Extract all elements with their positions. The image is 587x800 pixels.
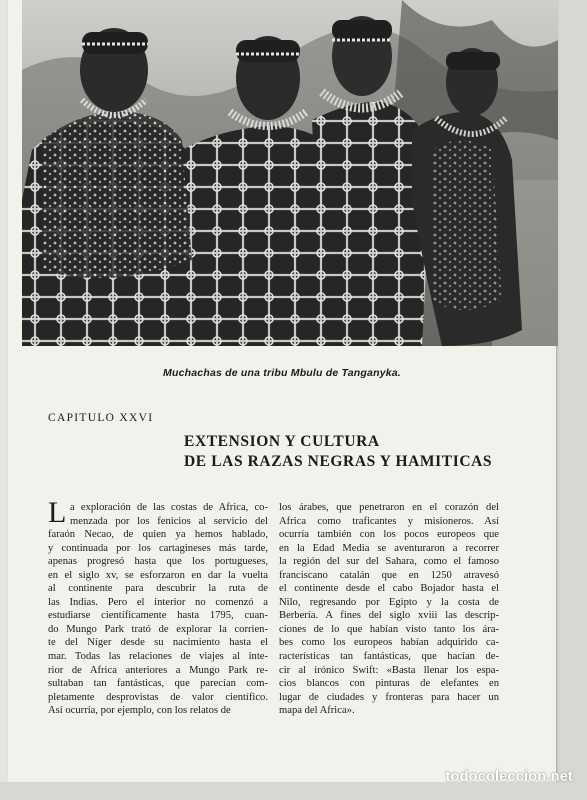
text-line: Africa como traficantes y misioneros. Así	[279, 515, 499, 527]
text-line: al continente para descubrir la ruta de	[48, 583, 268, 595]
dropcap-block	[48, 496, 268, 529]
page-edge	[0, 0, 8, 782]
text-line: los árabes, que penetraron en el corazón del	[279, 502, 499, 513]
text-line: mar. Todas las relaciones de viajes al inte-	[48, 651, 268, 663]
dropcap-letter: L	[48, 496, 67, 529]
text-line: menzada por los fenicios al servicio del	[70, 515, 268, 527]
text-line: Así ocurría, por ejemplo, con los relatos de	[48, 705, 231, 717]
text-line: cios blancos con pinturas de elefantes en	[279, 678, 499, 690]
text-line: a exploración de las costas de Africa, co-	[70, 502, 268, 513]
chapter-label: CAPITULO XXVI	[48, 412, 154, 424]
text-line: ocurría también con los pocos europeos que	[279, 529, 499, 541]
text-line: mapa del Africa».	[279, 705, 355, 717]
text-line: Berbería. A fines del siglo xviii las descrip-	[279, 610, 499, 622]
photo-mbulu-girls	[22, 0, 558, 346]
text-line: pletamente desprovistas de valor científico.	[48, 691, 268, 703]
text-line: en la Edad Media se aventuraron a recorrer	[279, 542, 499, 554]
text-line: sultaban tan fantásticas, que parecían com-	[48, 678, 268, 690]
text-line: ciones de lo que habían visto tanto los ára-	[279, 623, 499, 635]
text-line: faraón Necao, de quien ya hemos hablado,	[48, 529, 268, 541]
text-line: y continuada por los cartagineses más tarde,	[48, 542, 268, 554]
book-page	[8, 0, 556, 782]
text-line: te del Níger desde su nacimiento hasta el	[48, 637, 268, 649]
body-column-right	[279, 501, 499, 718]
text-line: la región del sur del Sahara, como el famoso	[279, 556, 499, 568]
text-line: las Indias. Pero el interior no comenzó a	[48, 596, 268, 608]
chapter-title	[184, 432, 492, 472]
chapter-title-line-1: EXTENSION Y CULTURA	[184, 433, 380, 450]
text-line: en el siglo xv, se esforzaron en dar la vuelta	[48, 569, 268, 581]
text-line: rior de Africa anteriores a Mungo Park re-	[48, 664, 268, 676]
text-line: lugar de ciudades y fronteras para hacer un	[279, 691, 499, 703]
text-line: apenas progresó hasta que los portugueses,	[48, 556, 268, 568]
text-line: cir al irónico Swift: «Basta llenar los espa-	[279, 664, 499, 676]
text-line: Nilo, regresando por Egipto y la costa de	[279, 596, 499, 608]
photo-illustration	[22, 0, 558, 346]
text-line: do Mungo Park trató de explorar la corrien-	[48, 623, 268, 635]
text-line: franciscano catalán que en 1250 atravesó	[279, 569, 499, 581]
chapter-title-line-2: DE LAS RAZAS NEGRAS Y HAMITICAS	[184, 453, 493, 470]
body-column-left	[48, 496, 268, 718]
text-line: estudiarse científicamente hasta 1795, cuan-	[48, 610, 268, 622]
text-line: el continente desde el cabo Bojador hasta el	[279, 583, 499, 595]
text-line: bes como los europeos habían adquirido ca-	[279, 637, 499, 649]
photo-caption: Muchachas de una tribu Mbulu de Tanganyka.	[163, 367, 401, 379]
text-line: racterísticas tan fantásticas, que hacían de-	[279, 651, 499, 663]
watermark-logo: todocoleccion.net	[445, 769, 573, 785]
